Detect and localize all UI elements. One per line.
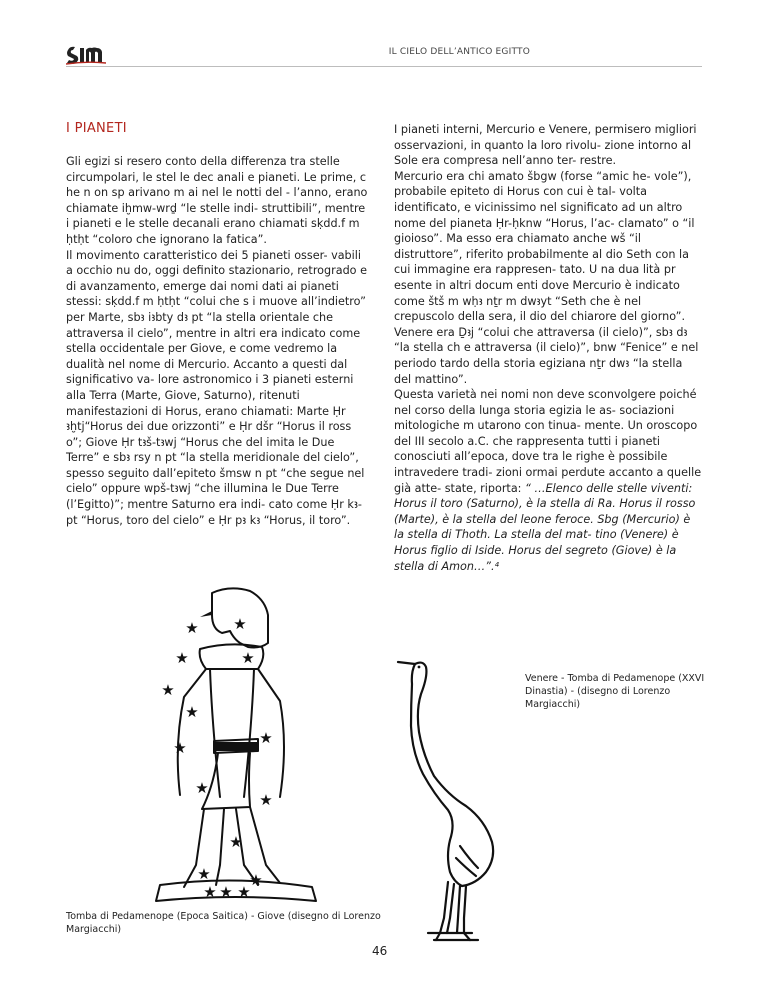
right-column: [394, 122, 702, 574]
svg-text:★: ★: [237, 883, 251, 901]
svg-text:★: ★: [173, 739, 187, 757]
right-paragraph: Mercurio era chi amato šbgw (forse “amic he- vole”), probabile epiteto di Horus con cui è tal- volta identificato, e vicinissimo nel significato ad un altro nome del pianeta Ḥr-ḥknw “Horus, l’ac- clamato” o “il gioioso”. Ma esso era chiamato anche wš “il distruttore”, riferito probabilmente al dio Seth con la cui immagine era rappresen- tato. U na dua lità pr esente in altri docum enti dove Mercurio è indicato come štš m wḥꜣ nṯr m dwꜣyt “Seth che è nel crepuscolo della sera, il dio del chiarore del giorno”.: [394, 169, 695, 324]
running-title: IL CIELO DELL’ANTICO EGITTO: [388, 47, 530, 57]
svg-text:★: ★: [259, 791, 273, 809]
left-column: [66, 154, 370, 528]
header-rule: [66, 66, 702, 67]
svg-text:★: ★: [161, 681, 175, 699]
svg-text:★: ★: [175, 649, 189, 667]
publisher-logo: [66, 44, 106, 66]
jupiter-caption: Tomba di Pedamenope (Epoca Saitica) - Giove (disegno di Lorenzo Margiacchi): [66, 911, 381, 935]
right-paragraph: [394, 387, 702, 574]
page-number: 46: [372, 944, 388, 958]
svg-text:★: ★: [203, 883, 217, 901]
svg-text:★: ★: [233, 615, 247, 633]
horoscope-quote: “ …Elenco delle stelle viventi: Horus il toro (Saturno), è la stella di Ra. Horus il rosso (Marte), è la stella del leone feroce. Sbg (Mercurio) è la stella di Thoth. La stella del mat- tino (Venere) è Horus figlio di Iside. Horus del segreto (Giove) è la stella di Amon…”.⁴: [394, 481, 696, 573]
venus-heron-figure: [390, 650, 510, 945]
svg-text:★: ★: [185, 619, 199, 637]
right-paragraph: I pianeti interni, Mercurio e Venere, permisero migliori osservazioni, in quanto la loro rivolu- zione intorno al Sole era compresa nell’anno ter- restre.: [394, 123, 697, 168]
jupiter-horus-figure: [140, 585, 330, 905]
svg-text:★: ★: [229, 833, 243, 851]
svg-text:★: ★: [197, 865, 211, 883]
svg-text:★: ★: [241, 649, 255, 667]
right-paragraph: Venere era Ḏꜣj “colui che attraversa (il cielo)”, sbꜣ dꜣ “la stella ch e attraversa (il cielo)”, bnw “Fenice” e nel periodo tardo della storia egiziana nṯr dwꜣ “la stella del mattino”.: [394, 325, 699, 386]
svg-text:★: ★: [195, 779, 209, 797]
left-paragraph: Gli egizi si resero conto della differenza tra stelle circumpolari, le stel le dec anali e pianeti. Le prime, c he n on sp arivano m ai nel le notti del - l’anno, erano chiamate iḫmw-wrḏ “le stelle indi- struttibili”, mentre i pianeti e le stelle decanali erano chiamati sḳdd.f m ḥtḥt “coloro che ignorano la fatica”.: [66, 155, 368, 246]
svg-text:★: ★: [219, 883, 233, 901]
svg-text:★: ★: [259, 729, 273, 747]
svg-text:★: ★: [185, 703, 199, 721]
svg-text:★: ★: [249, 871, 263, 889]
paragraph-text: Questa varietà nei nomi non deve sconvolgere poiché nel corso della lunga storia egizia le as- sociazioni mitologiche m utarono con tinua- mente. Un oroscopo del III secolo a.C. che rappresenta tutti i pianeti conosciuti all’epoca, dove tra le righe è possibile intravedere tradi- zioni ormai perdute accanto a quelle già atte- state, riporta:: [394, 388, 702, 495]
left-paragraph: Il movimento caratteristico dei 5 pianeti osser- vabili a occhio nu do, oggi definito stazionario, retrogrado e di avanzamento, emerge dai nomi dati ai pianeti stessi: sḳdd.f m ḥtḥt “colui che s i muove all’indietro” per Marte, sbꜣ iꜣbty dꜣ pt “la stella orientale che attraversa il cielo”, mentre in altri era indicato come stella occidentale per Giove, e come vedremo la dualità nel nome di Mercurio. Accanto a questi dal significativo va- lore astronomico i 3 pianeti esterni alla Terra (Marte, Giove, Saturno), ritenuti manifestazioni di Horus, erano chiamati: Marte Ḥr ꜣḫtj“Horus dei due orizzonti” e Ḥr dšr “Horus il ross o”; Giove Ḥr tꜣš-tꜣwj “Horus che del imita le Due Terre” e sbꜣ rsy n pt “la stella meridionale del cielo”, spesso seguito dall’epiteto šmsw n pt “che segue nel cielo” oppure wpš-tꜣwj “che illumina le Due Terre (l’Egitto)”; mentre Saturno era indi- cato come Ḥr kꜣ-pt “Horus, toro del cielo” e Ḥr pꜣ kꜣ “Horus, il toro”.: [66, 248, 367, 527]
venus-caption: Venere - Tomba di Pedamenope (XXVI Dinastia) - (disegno di Lorenzo Margiacchi): [525, 673, 705, 710]
section-title: I PIANETI: [66, 121, 127, 136]
